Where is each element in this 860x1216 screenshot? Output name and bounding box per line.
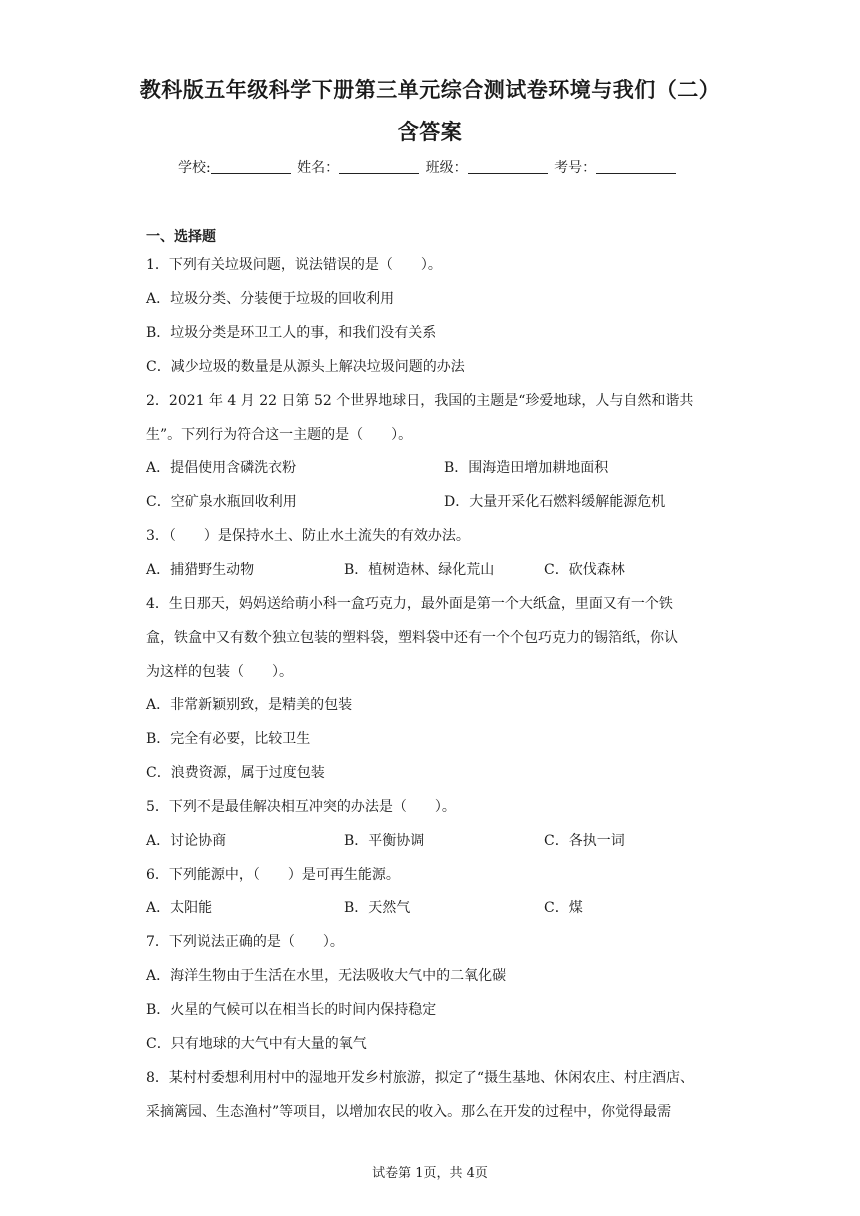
- question-8-line1: 8．某村村委想利用村中的湿地开发乡村旅游，拟定了“摄生基地、休闲农庄、村庄酒店、: [146, 1070, 695, 1086]
- document-title-line1: 教科版五年级科学下册第三单元综合测试卷环境与我们（二）: [139, 78, 721, 102]
- q2-option-d: D．大量开采化石燃料缓解能源危机: [444, 494, 666, 510]
- name-label: 姓名：: [297, 160, 340, 176]
- number-label: 考号：: [554, 160, 597, 176]
- q5-option-b: B．平衡协调: [344, 833, 425, 849]
- q7-option-c: C．只有地球的大气中有大量的氧气: [146, 1036, 367, 1052]
- question-2-line2: 生”。下列行为符合这一主题的是（ ）。: [146, 427, 413, 443]
- question-8-line2: 采摘篱园、生态渔村”等项目，以增加农民的收入。那么在开发的过程中，你觉得最需: [146, 1104, 672, 1120]
- q1-option-c: C．减少垃圾的数量是从源头上解决垃圾问题的办法: [146, 359, 465, 375]
- question-6: 6．下列能源中，（ ）是可再生能源。: [146, 867, 400, 883]
- q7-option-b: B．火星的气候可以在相当长的时间内保持稳定: [146, 1002, 437, 1018]
- student-info-row: [178, 157, 678, 177]
- question-2-line1: 2．2021 年 4 月 22 日第 52 个世界地球日，我国的主题是“珍爱地球，人与自然和谐共: [146, 393, 694, 409]
- q4-option-b: B．完全有必要，比较卫生: [146, 731, 311, 747]
- q3-option-c: C．砍伐森林: [544, 562, 625, 578]
- q2-option-b: B．围海造田增加耕地面积: [444, 460, 609, 476]
- class-blank: [468, 159, 548, 174]
- question-1: 1．下列有关垃圾问题，说法错误的是（ ）。: [146, 257, 442, 273]
- q5-option-c: C．各执一词: [544, 833, 625, 849]
- q1-option-b: B．垃圾分类是环卫工人的事，和我们没有关系: [146, 325, 437, 341]
- question-5: 5．下列不是最佳解决相互冲突的办法是（ ）。: [146, 799, 456, 815]
- q6-option-c: C．煤: [544, 900, 583, 916]
- q4-option-a: A．非常新颖别致，是精美的包装: [146, 697, 353, 713]
- question-7: 7．下列说法正确的是（ ）。: [146, 934, 344, 950]
- school-label: 学校:: [178, 160, 211, 176]
- q4-option-c: C．浪费资源，属于过度包装: [146, 765, 325, 781]
- class-label: 班级：: [425, 160, 468, 176]
- q7-option-a: A．海洋生物由于生活在水里，无法吸收大气中的二氧化碳: [146, 968, 507, 984]
- q2-option-c: C．空矿泉水瓶回收利用: [146, 494, 297, 510]
- school-blank: [211, 159, 291, 174]
- name-blank: [339, 159, 419, 174]
- q2-option-a: A．提倡使用含磷洗衣粉: [146, 460, 297, 476]
- question-4-line1: 4．生日那天，妈妈送给萌小科一盒巧克力，最外面是第一个大纸盒，里面又有一个铁: [146, 596, 673, 612]
- q1-option-a: A．垃圾分类、分装便于垃圾的回收利用: [146, 291, 395, 307]
- q6-option-b: B．天然气: [344, 900, 411, 916]
- question-4-line2: 盒，铁盒中又有数个独立包装的塑料袋，塑料袋中还有一个个包巧克力的锡箔纸，你认: [146, 630, 678, 646]
- question-4-line3: 为这样的包装（ ）。: [146, 664, 293, 680]
- q3-option-a: A．捕猎野生动物: [146, 562, 255, 578]
- section-heading: 一、选择题: [146, 229, 216, 245]
- q5-option-a: A．讨论协商: [146, 833, 227, 849]
- page-footer: 试卷第 1页，共 4页: [372, 1166, 488, 1181]
- number-blank: [596, 159, 676, 174]
- document-title-line2: 含答案: [397, 120, 463, 144]
- q3-option-b: B．植树造林、绿化荒山: [344, 562, 495, 578]
- q6-option-a: A．太阳能: [146, 900, 213, 916]
- question-3: 3．（ ）是保持水土、防止水土流失的有效办法。: [146, 528, 470, 544]
